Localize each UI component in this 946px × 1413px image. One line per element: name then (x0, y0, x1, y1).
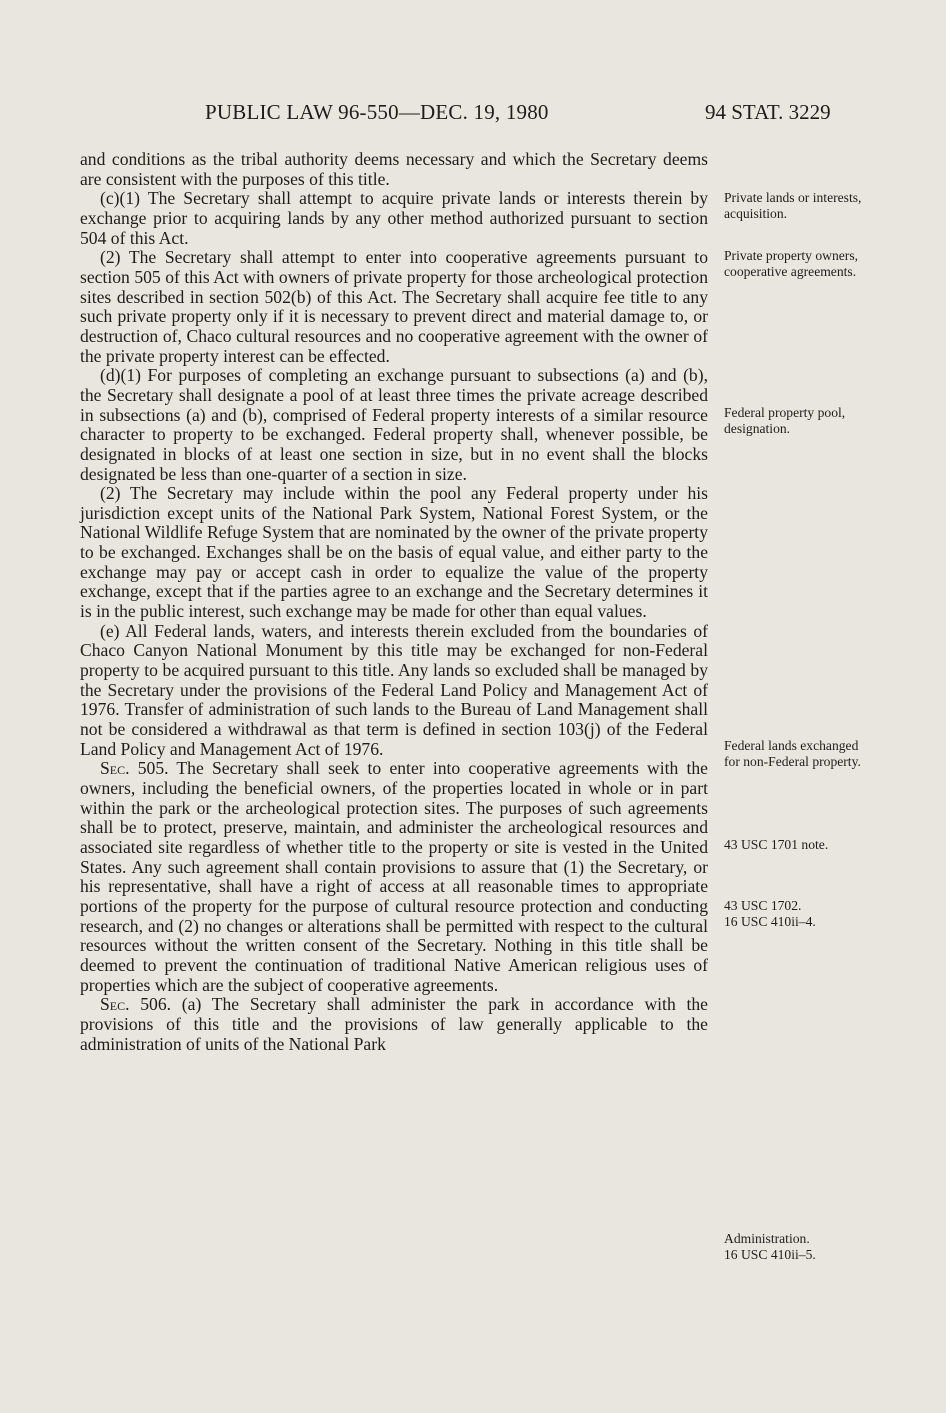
section-label: Sec. 506. (100, 994, 172, 1015)
statute-page-ref: 94 STAT. 3229 (705, 100, 831, 124)
margin-note: Administration. (724, 1231, 810, 1246)
section-text: The Secretary shall seek to enter into cooperative agreements with the owners, including the beneficial owners, of the properties located in whole or in part within the park or the archeological protection sites. The purposes of such agreements shall be to protect, preserve, maintain, and administer the archeological resources and associated site regardless of whether title to the property or site is vested in the United States. Any such agreement shall contain provisions to assure that (1) the Secretary, or his representative, shall have a right of access at all reasonable times to appropriate portions of the property for the purpose of cultural resource protection and conducting research, and (2) no changes or alterations shall be permitted with respect to the cultural resources without the written consent of the Secretary. Nothing in this title shall be deemed to prevent the continuation of traditional Native American religious uses of properties which are the subject of cooperative agreements. (80, 758, 708, 995)
paragraph: (c)(1) The Secretary shall attempt to acquire private lands or interests therein by exchange prior to acquiring lands by any other method authorized pursuant to section 504 of this Act. (80, 188, 708, 248)
section-506 (80, 995, 708, 1054)
section-505 (80, 759, 708, 995)
paragraph: (d)(1) For purposes of completing an exchange pursuant to subsections (a) and (b), the Secretary shall designate a pool of at least three times the private acreage described in subsections (a) and (b), comprised of Federal property interests of a similar resource character to property to be exchanged. Federal property shall, whenever possible, be designated in blocks of at least one section in size, but in no event shall the blocks designated be less than one-quarter of a section in size. (80, 365, 708, 484)
paragraph: (e) All Federal lands, waters, and interests therein excluded from the boundaries of Chaco Canyon National Monument by this title may be exchanged for non-Federal property to be acquired pursuant to this title. Any lands so excluded shall be managed by the Secretary under the provisions of the Federal Land Policy and Management Act of 1976. Transfer of administration of such lands to the Bureau of Land Management shall not be considered a withdrawal as that term is defined in section 103(j) of the Federal Land Policy and Management Act of 1976. (80, 620, 708, 759)
paragraph: (2) The Secretary may include within the pool any Federal property under his jurisdiction except units of the National Park System, National Forest System, or the National Wildlife Refuge System that are nominated by the owner of the private property to be exchanged. Exchanges shall be on the basis of equal value, and either party to the exchange may pay or accept cash in order to equalize the value of the property exchange, except that if the parties agree to an exchange and the Secretary determines it is in the public interest, such exchange may be made for other than equal values. (80, 483, 708, 622)
margin-note: Federal lands exchanged for non-Federal property. (724, 738, 861, 769)
margin-note: Private lands or interests, acquisition. (724, 190, 862, 221)
margin-note: 16 USC 410ii–5. (724, 1247, 816, 1262)
section-label: Sec. 505. (100, 758, 169, 779)
margin-note: 43 USC 1702. (724, 898, 802, 913)
running-head: PUBLIC LAW 96-550—DEC. 19, 1980 (205, 100, 549, 124)
margin-note: 43 USC 1701 note. (724, 837, 829, 852)
body-text (80, 150, 708, 1054)
page-header (0, 100, 946, 130)
margin-note: Private property owners, cooperative agreements. (724, 248, 859, 279)
margin-note: 16 USC 410ii–4. (724, 914, 816, 929)
margin-note: Federal property pool, designation. (724, 405, 846, 436)
section-text: (a) The Secretary shall administer the park in accordance with the provisions of this title and the provisions of law generally applicable to the administration of units of the National Park (80, 994, 708, 1054)
paragraph: (2) The Secretary shall attempt to enter into cooperative agreements pursuant to section 505 of this Act with owners of private property for those archeological protection sites described in section 502(b) of this Act. The Secretary shall acquire fee title to any such private property only if it is necessary to prevent direct and material damage to, or destruction of, Chaco cultural resources and no cooperative agreement with the owner of the private property interest can be effected. (80, 247, 708, 366)
paragraph: and conditions as the tribal authority deems necessary and which the Secretary deems are consistent with the purposes of this title. (80, 149, 708, 189)
